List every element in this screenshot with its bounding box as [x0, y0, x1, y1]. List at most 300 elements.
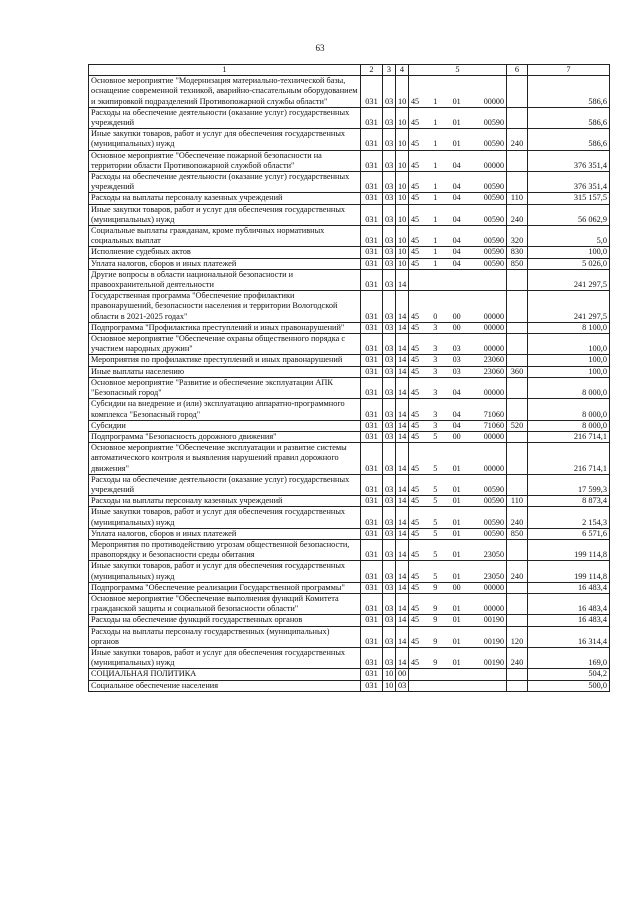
target-article-part: 04	[452, 420, 461, 430]
target-article-part: 04	[452, 160, 461, 170]
row-subsection: 14	[396, 626, 409, 647]
target-article-part: 00000	[483, 463, 504, 473]
target-article-part: 9	[433, 658, 438, 668]
table-row	[89, 355, 610, 366]
target-article-part: 45	[411, 604, 420, 614]
row-grbs: 031	[361, 172, 383, 193]
row-sum: 16 483,4	[528, 582, 610, 593]
header-cell: 6	[507, 65, 528, 76]
table-row	[89, 129, 610, 150]
target-article-part: 0	[433, 311, 438, 321]
target-article-part: 45	[411, 517, 420, 527]
budget-table	[88, 64, 610, 692]
row-grbs: 031	[361, 647, 383, 668]
row-subsection: 14	[396, 443, 409, 475]
target-article-part: 00590	[483, 247, 504, 257]
row-sum: 241 297,5	[528, 291, 610, 323]
row-target-article	[409, 76, 507, 108]
target-article-part: 00590	[483, 139, 504, 149]
target-article-part: 04	[452, 182, 461, 192]
table-row	[89, 366, 610, 377]
row-sum: 100,0	[528, 355, 610, 366]
row-target-article	[409, 615, 507, 626]
row-target-article	[409, 528, 507, 539]
row-section: 03	[383, 366, 396, 377]
row-sum: 8 000,0	[528, 420, 610, 431]
target-article-part: 1	[433, 247, 438, 257]
target-article-part: 1	[433, 193, 438, 203]
row-name: Расходы на обеспечение деятельности (оказание услуг) государственных учреждений	[89, 172, 361, 193]
target-article-part: 01	[452, 658, 461, 668]
row-sum: 500,0	[528, 680, 610, 691]
row-subsection: 14	[396, 377, 409, 398]
target-article-part: 45	[411, 615, 420, 625]
row-target-article	[409, 474, 507, 495]
page-number: 63	[315, 43, 325, 53]
target-article-part: 00190	[483, 658, 504, 668]
target-article-part: 1	[433, 118, 438, 128]
target-article-part: 3	[433, 388, 438, 398]
row-name: Расходы на обеспечение функций государственных органов	[89, 615, 361, 626]
row-expense-type	[507, 291, 528, 323]
row-grbs: 031	[361, 247, 383, 258]
row-sum: 56 062,9	[528, 204, 610, 225]
target-article-part: 01	[452, 484, 461, 494]
row-subsection: 10	[396, 258, 409, 269]
target-article-part: 01	[452, 96, 461, 106]
target-article-part: 00000	[483, 322, 504, 332]
row-section: 03	[383, 647, 396, 668]
row-target-article	[409, 496, 507, 507]
row-section: 03	[383, 420, 396, 431]
row-expense-type: 240	[507, 204, 528, 225]
header-cell: 3	[383, 65, 396, 76]
row-name: Уплата налогов, сборов и иных платежей	[89, 528, 361, 539]
target-article-part: 5	[433, 496, 438, 506]
target-article-part: 01	[452, 604, 461, 614]
header-cell: 4	[396, 65, 409, 76]
target-article-part: 00000	[483, 582, 504, 592]
row-target-article	[409, 366, 507, 377]
row-expense-type: 110	[507, 496, 528, 507]
target-article-part: 3	[433, 344, 438, 354]
target-article-part: 1	[433, 214, 438, 224]
target-article-part: 71060	[483, 409, 504, 419]
target-article-part: 45	[411, 355, 420, 365]
row-sum: 17 599,3	[528, 474, 610, 495]
table-row	[89, 593, 610, 614]
row-name: Иные закупки товаров, работ и услуг для обеспечения государственных (муниципальных) нужд	[89, 507, 361, 528]
target-article-part: 45	[411, 582, 420, 592]
target-article-part: 1	[433, 258, 438, 268]
target-article-part: 23060	[483, 366, 504, 376]
row-sum: 8 000,0	[528, 377, 610, 398]
row-subsection: 14	[396, 399, 409, 420]
target-article-part: 5	[433, 550, 438, 560]
target-article-part: 00190	[483, 615, 504, 625]
row-sum: 504,2	[528, 669, 610, 680]
row-expense-type	[507, 680, 528, 691]
row-expense-type	[507, 334, 528, 355]
target-article-part: 01	[452, 571, 461, 581]
row-section: 03	[383, 431, 396, 442]
target-article-part: 3	[433, 355, 438, 365]
row-grbs: 031	[361, 626, 383, 647]
target-article-part: 45	[411, 96, 420, 106]
target-article-part: 03	[452, 344, 461, 354]
row-sum: 5,0	[528, 226, 610, 247]
target-article-part: 45	[411, 636, 420, 646]
row-section: 03	[383, 172, 396, 193]
table-row	[89, 377, 610, 398]
row-target-article	[409, 507, 507, 528]
row-sum: 199 114,8	[528, 561, 610, 582]
row-name: Расходы на выплаты персоналу казенных учреждений	[89, 193, 361, 204]
target-article-part: 1	[433, 160, 438, 170]
row-name: Мероприятия по профилактике преступлений и иных правонарушений	[89, 355, 361, 366]
row-section: 03	[383, 258, 396, 269]
target-article-part: 01	[452, 118, 461, 128]
target-article-part: 03	[452, 355, 461, 365]
row-grbs: 031	[361, 355, 383, 366]
row-section: 03	[383, 322, 396, 333]
row-expense-type	[507, 539, 528, 560]
table-row	[89, 226, 610, 247]
row-grbs: 031	[361, 258, 383, 269]
row-subsection: 14	[396, 291, 409, 323]
row-section: 03	[383, 539, 396, 560]
target-article-part: 01	[452, 550, 461, 560]
target-article-part: 00590	[483, 484, 504, 494]
target-article-part: 00000	[483, 96, 504, 106]
row-subsection: 00	[396, 669, 409, 680]
target-article-part: 45	[411, 311, 420, 321]
row-section: 03	[383, 107, 396, 128]
table-row	[89, 496, 610, 507]
target-article-part: 45	[411, 409, 420, 419]
row-sum: 241 297,5	[528, 269, 610, 290]
row-grbs: 031	[361, 150, 383, 171]
row-section: 03	[383, 269, 396, 290]
row-subsection: 10	[396, 226, 409, 247]
target-article-part: 45	[411, 236, 420, 246]
target-article-part: 00	[452, 322, 461, 332]
target-article-part: 01	[452, 463, 461, 473]
target-article-part: 03	[452, 366, 461, 376]
row-grbs: 031	[361, 334, 383, 355]
row-grbs: 031	[361, 322, 383, 333]
target-article-part: 3	[433, 409, 438, 419]
row-grbs: 031	[361, 680, 383, 691]
target-article-part: 45	[411, 658, 420, 668]
row-sum: 16 314,4	[528, 626, 610, 647]
row-target-article	[409, 626, 507, 647]
target-article-part: 45	[411, 550, 420, 560]
row-name: Иные закупки товаров, работ и услуг для обеспечения государственных (муниципальных) нужд	[89, 204, 361, 225]
row-target-article	[409, 431, 507, 442]
target-article-part: 04	[452, 388, 461, 398]
row-expense-type: 850	[507, 258, 528, 269]
table-row	[89, 582, 610, 593]
row-target-article	[409, 150, 507, 171]
target-article-part: 45	[411, 344, 420, 354]
target-article-part: 1	[433, 139, 438, 149]
row-grbs: 031	[361, 669, 383, 680]
target-article-part: 45	[411, 139, 420, 149]
target-article-part: 23050	[483, 571, 504, 581]
row-section: 03	[383, 496, 396, 507]
target-article-part: 5	[433, 484, 438, 494]
row-target-article	[409, 647, 507, 668]
table-row	[89, 615, 610, 626]
target-article-part: 5	[433, 463, 438, 473]
row-target-article	[409, 334, 507, 355]
row-name: Социальное обеспечение населения	[89, 680, 361, 691]
header-cell: 7	[528, 65, 610, 76]
row-name: Основное мероприятие "Обеспечение охраны общественного порядка с участием народных дружин"	[89, 334, 361, 355]
row-expense-type	[507, 322, 528, 333]
row-section: 03	[383, 399, 396, 420]
row-subsection: 14	[396, 582, 409, 593]
target-article-part: 45	[411, 160, 420, 170]
table-row	[89, 291, 610, 323]
table-row	[89, 150, 610, 171]
row-section: 03	[383, 593, 396, 614]
row-grbs: 031	[361, 539, 383, 560]
row-expense-type: 120	[507, 626, 528, 647]
row-section: 03	[383, 626, 396, 647]
row-expense-type	[507, 443, 528, 475]
row-expense-type: 240	[507, 561, 528, 582]
target-article-part: 00000	[483, 604, 504, 614]
row-grbs: 031	[361, 507, 383, 528]
row-name: Государственная программа "Обеспечение профилактики правонарушений, безопасности населения и территории Вологодской области в 2021-2025 годах"	[89, 291, 361, 323]
row-subsection: 10	[396, 172, 409, 193]
row-subsection: 10	[396, 107, 409, 128]
header-cell: 1	[89, 65, 361, 76]
row-grbs: 031	[361, 399, 383, 420]
table-row	[89, 626, 610, 647]
target-article-part: 71060	[483, 420, 504, 430]
row-grbs: 031	[361, 366, 383, 377]
header-cell: 5	[409, 65, 507, 76]
table-row	[89, 561, 610, 582]
row-grbs: 031	[361, 269, 383, 290]
target-article-part: 5	[433, 571, 438, 581]
row-target-article	[409, 399, 507, 420]
row-sum: 216 714,1	[528, 431, 610, 442]
row-grbs: 031	[361, 420, 383, 431]
row-grbs: 031	[361, 615, 383, 626]
row-expense-type: 360	[507, 366, 528, 377]
target-article-part: 00590	[483, 182, 504, 192]
row-grbs: 031	[361, 107, 383, 128]
row-expense-type	[507, 615, 528, 626]
table-row	[89, 443, 610, 475]
row-sum: 216 714,1	[528, 443, 610, 475]
row-grbs: 031	[361, 431, 383, 442]
row-expense-type	[507, 582, 528, 593]
row-name: Основное мероприятие "Модернизация материально-технической базы, оснащение современной техникой, аварийно-спасательным оборудованием и экипировкой подразделений Противопожарной службы области"	[89, 76, 361, 108]
row-target-article	[409, 377, 507, 398]
row-subsection: 14	[396, 507, 409, 528]
target-article-part: 3	[433, 420, 438, 430]
row-name: Подпрограмма "Обеспечение реализации Государственной программы"	[89, 582, 361, 593]
row-target-article	[409, 420, 507, 431]
row-name: Расходы на обеспечение деятельности (оказание услуг) государственных учреждений	[89, 107, 361, 128]
row-subsection: 03	[396, 680, 409, 691]
row-name: Подпрограмма "Профилактика преступлений и иных правонарушений"	[89, 322, 361, 333]
row-name: Мероприятия по противодействию угрозам общественной безопасности, правопорядку и безопасности среды обитания	[89, 539, 361, 560]
target-article-part: 45	[411, 571, 420, 581]
table-row	[89, 507, 610, 528]
target-article-part: 45	[411, 193, 420, 203]
target-article-part: 3	[433, 322, 438, 332]
row-target-article	[409, 193, 507, 204]
row-section: 03	[383, 443, 396, 475]
row-name: Подпрограмма "Безопасность дорожного движения"	[89, 431, 361, 442]
target-article-part: 45	[411, 258, 420, 268]
row-section: 10	[383, 680, 396, 691]
target-article-part: 04	[452, 236, 461, 246]
row-section: 03	[383, 528, 396, 539]
row-name: Расходы на выплаты персоналу казенных учреждений	[89, 496, 361, 507]
table-row	[89, 258, 610, 269]
row-section: 03	[383, 204, 396, 225]
target-article-part: 1	[433, 182, 438, 192]
target-article-part: 45	[411, 118, 420, 128]
row-grbs: 031	[361, 593, 383, 614]
row-subsection: 14	[396, 539, 409, 560]
row-sum: 2 154,3	[528, 507, 610, 528]
row-sum: 100,0	[528, 334, 610, 355]
target-article-part: 1	[433, 96, 438, 106]
row-subsection: 10	[396, 129, 409, 150]
row-sum: 8 000,0	[528, 399, 610, 420]
row-grbs: 031	[361, 291, 383, 323]
row-subsection: 14	[396, 496, 409, 507]
row-section: 03	[383, 150, 396, 171]
row-section: 10	[383, 669, 396, 680]
target-article-part: 45	[411, 484, 420, 494]
row-expense-type	[507, 150, 528, 171]
target-article-part: 5	[433, 528, 438, 538]
table-row	[89, 528, 610, 539]
row-section: 03	[383, 334, 396, 355]
target-article-part: 45	[411, 528, 420, 538]
row-sum: 16 483,4	[528, 593, 610, 614]
row-subsection: 14	[396, 615, 409, 626]
table-row	[89, 669, 610, 680]
table-row	[89, 204, 610, 225]
row-subsection: 10	[396, 247, 409, 258]
row-sum: 586,6	[528, 129, 610, 150]
row-grbs: 031	[361, 528, 383, 539]
row-name: Расходы на обеспечение деятельности (оказание услуг) государственных учреждений	[89, 474, 361, 495]
row-sum: 376 351,4	[528, 172, 610, 193]
row-expense-type	[507, 593, 528, 614]
row-sum: 199 114,8	[528, 539, 610, 560]
row-target-article	[409, 172, 507, 193]
target-article-part: 00	[452, 582, 461, 592]
row-sum: 8 873,4	[528, 496, 610, 507]
target-article-part: 9	[433, 582, 438, 592]
target-article-part: 00590	[483, 118, 504, 128]
row-target-article	[409, 258, 507, 269]
row-sum: 6 571,6	[528, 528, 610, 539]
row-sum: 586,6	[528, 107, 610, 128]
table-row	[89, 420, 610, 431]
row-grbs: 031	[361, 129, 383, 150]
table-row	[89, 193, 610, 204]
target-article-part: 00590	[483, 236, 504, 246]
row-expense-type: 830	[507, 247, 528, 258]
table-row	[89, 647, 610, 668]
target-article-part: 00	[452, 431, 461, 441]
table-row	[89, 431, 610, 442]
row-grbs: 031	[361, 443, 383, 475]
row-name: Иные закупки товаров, работ и услуг для обеспечения государственных (муниципальных) нужд	[89, 561, 361, 582]
row-section: 03	[383, 507, 396, 528]
row-expense-type	[507, 399, 528, 420]
target-article-part: 45	[411, 182, 420, 192]
row-name: Уплата налогов, сборов и иных платежей	[89, 258, 361, 269]
table-row	[89, 269, 610, 290]
target-article-part: 04	[452, 214, 461, 224]
row-target-article	[409, 107, 507, 128]
row-subsection: 14	[396, 474, 409, 495]
target-article-part: 23060	[483, 355, 504, 365]
target-article-part: 04	[452, 247, 461, 257]
table-row	[89, 76, 610, 108]
target-article-part: 00	[452, 311, 461, 321]
target-article-part: 00590	[483, 258, 504, 268]
target-article-part: 5	[433, 431, 438, 441]
row-target-article	[409, 355, 507, 366]
row-subsection: 14	[396, 269, 409, 290]
row-sum: 100,0	[528, 247, 610, 258]
target-article-part: 00000	[483, 344, 504, 354]
row-section: 03	[383, 193, 396, 204]
row-expense-type: 320	[507, 226, 528, 247]
row-name: Основное мероприятие "Развитие и обеспечение эксплуатации АПК "Безопасный город"	[89, 377, 361, 398]
row-sum: 315 157,5	[528, 193, 610, 204]
target-article-part: 01	[452, 496, 461, 506]
row-subsection: 14	[396, 420, 409, 431]
row-expense-type	[507, 355, 528, 366]
target-article-part: 04	[452, 409, 461, 419]
target-article-part: 3	[433, 366, 438, 376]
row-subsection: 14	[396, 431, 409, 442]
table-row	[89, 680, 610, 691]
row-expense-type	[507, 269, 528, 290]
row-target-article	[409, 322, 507, 333]
table-header-row	[89, 65, 610, 76]
table-row	[89, 539, 610, 560]
row-section: 03	[383, 129, 396, 150]
header-cell: 2	[361, 65, 383, 76]
row-sum: 16 483,4	[528, 615, 610, 626]
row-target-article	[409, 204, 507, 225]
row-subsection: 14	[396, 366, 409, 377]
row-section: 03	[383, 561, 396, 582]
target-article-part: 9	[433, 604, 438, 614]
row-section: 03	[383, 291, 396, 323]
row-section: 03	[383, 582, 396, 593]
row-name: Другие вопросы в области национальной безопасности и правоохранительной деятельности	[89, 269, 361, 290]
target-article-part: 00590	[483, 193, 504, 203]
target-article-part: 1	[433, 236, 438, 246]
